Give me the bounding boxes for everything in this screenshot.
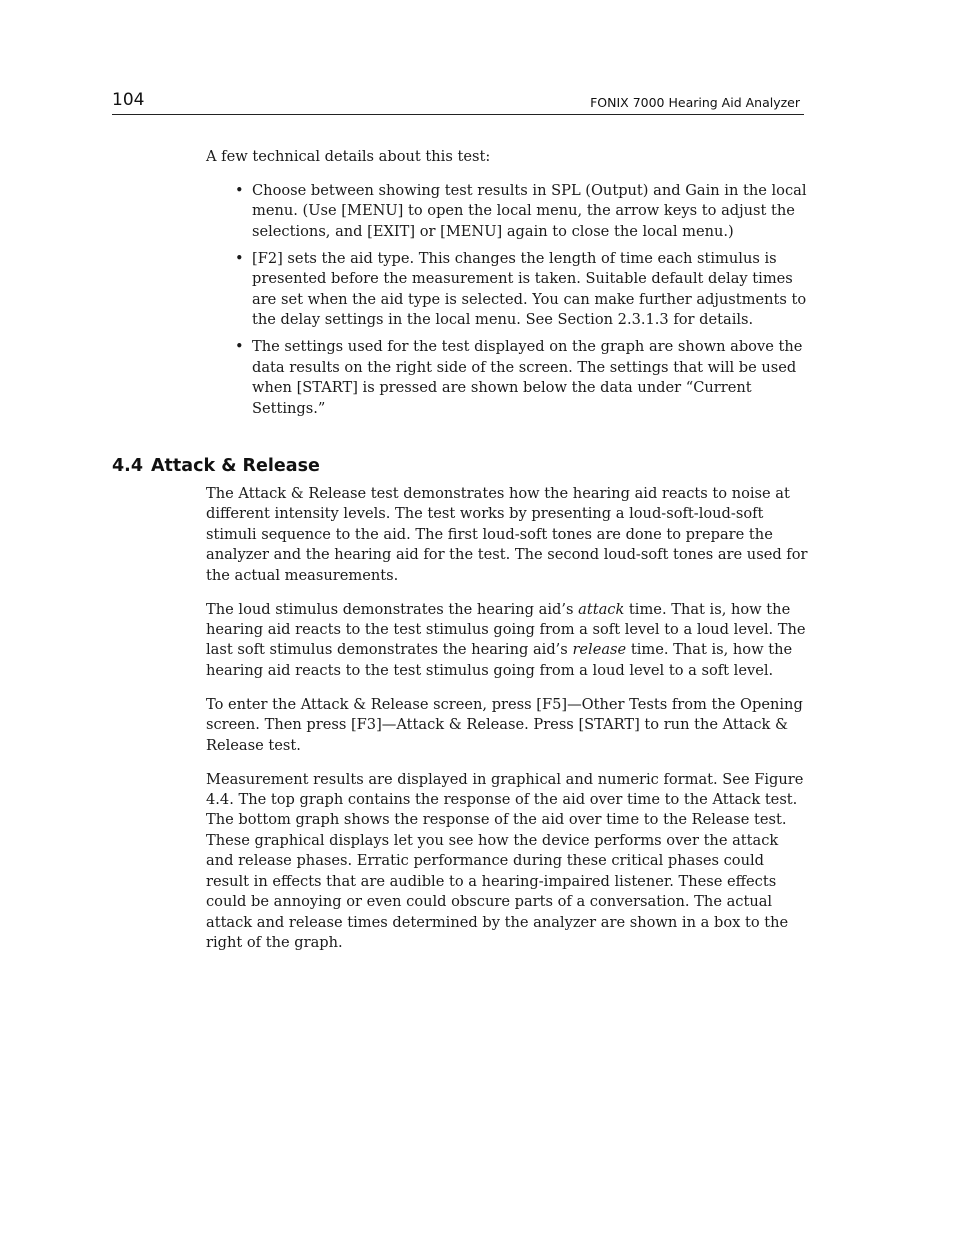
list-item-text: [F2] sets the aid type. This changes the length of time each stimulus is presented before the measurement is taken. Suitable default delay times are set when the aid type is selected. You can make further adjustments to the delay settings in the local menu. See Section 2.3.1.3 for details.: [252, 250, 807, 329]
list-item: [206, 337, 808, 419]
running-title: FONIX 7000 Hearing Aid Analyzer: [590, 95, 800, 110]
list-item-text: Choose between showing test results in SPL (Output) and Gain in the local menu. (Use [MENU] to open the local menu, the arrow keys to adjust the selections, and [EXIT] or [MENU] again to close the local menu.): [252, 182, 807, 240]
paragraph: The Attack & Release test demonstrates how the hearing aid reacts to noise at different intensity levels. The test works by presenting a loud-soft-loud-soft stimuli sequence to the aid. The first loud-soft tones are done to prepare the analyzer and the hearing aid for the test. The second loud-soft tones are used for the actual measurements.: [206, 485, 808, 584]
paragraph: Measurement results are displayed in graphical and numeric format. See Figure 4.4. The top graph contains the response of the aid over time to the Attack test. The bottom graph shows the response of the aid over time to the Release test. These graphical displays let you see how the device performs over the attack and release phases. Erratic performance during these critical phases could result in effects that are audible to a hearing-impaired listener. These effects could be annoying or even could obscure parts of a conversation. The actual attack and release times determined by the analyzer are shown in a box to the right of the graph.: [206, 770, 804, 951]
section-title: Attack & Release: [151, 456, 320, 476]
paragraph-text: time. That is, how the hearing aid reacts to the test stimulus going from a loud level to a soft level.: [206, 641, 793, 679]
section-body: [206, 484, 808, 967]
bullet-marker: •: [235, 338, 244, 356]
section-number: 4.4: [112, 456, 144, 476]
term-release: release: [572, 641, 627, 659]
paragraph-text: The loud stimulus demonstrates the hearing aid’s: [206, 600, 579, 618]
page-number: 104: [112, 90, 145, 110]
list-item-text: The settings used for the test displayed on the graph are shown above the data results on the right side of the screen. The settings that will be used when [START] is pressed are shown below the data under “Current Settings.”: [252, 338, 803, 417]
details-list: [206, 181, 808, 426]
paragraph-text: time. That is, how the hearing aid reacts to the test stimulus going from a soft level to a loud level. The last soft stimulus demonstrates the hearing aid’s: [206, 600, 806, 659]
page-header: [112, 88, 804, 115]
term-attack: attack: [578, 600, 625, 618]
list-item: [206, 249, 808, 331]
paragraph: To enter the Attack & Release screen, press [F5]—Other Tests from the Opening screen. Then press [F3]—Attack & Release. Press [START] to run the Attack & Release test.: [206, 695, 803, 754]
list-item: [206, 181, 808, 242]
paragraph: [206, 600, 808, 682]
bullet-marker: •: [235, 182, 244, 199]
intro-text: A few technical details about this test:: [206, 148, 491, 165]
section-heading: [112, 456, 320, 476]
bullet-marker: •: [235, 250, 244, 268]
